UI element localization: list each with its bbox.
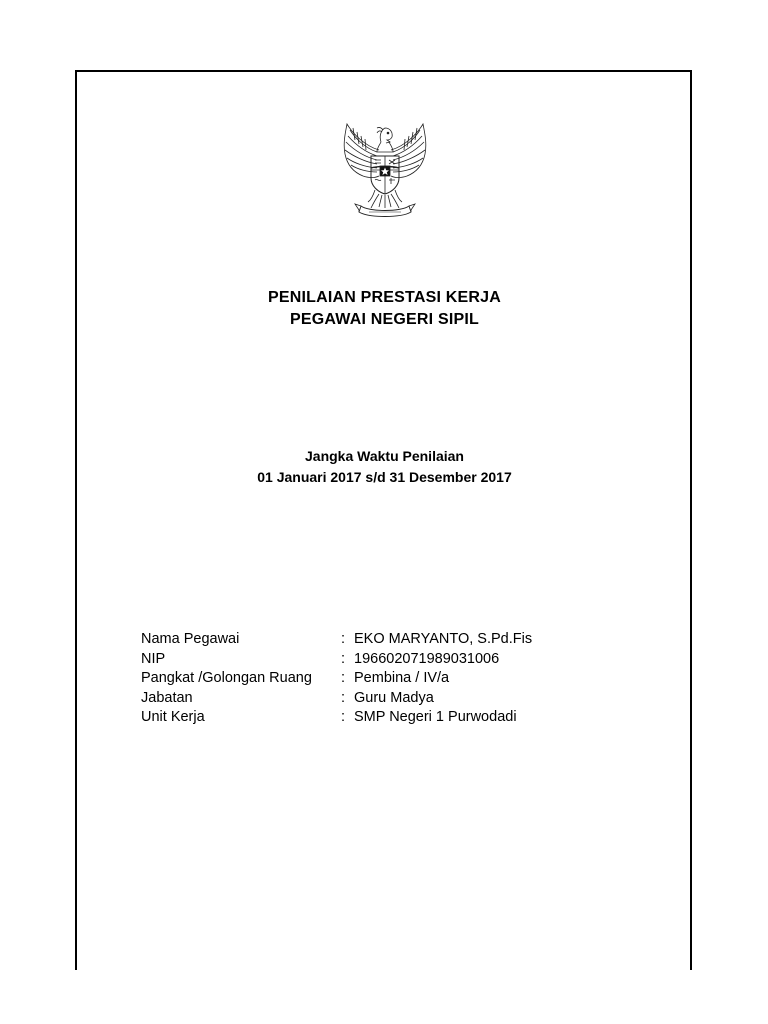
field-separator: : (341, 689, 346, 706)
field-value: SMP Negeri 1 Purwodadi (354, 709, 517, 725)
garuda-pancasila-emblem-icon (335, 120, 435, 222)
field-value: Guru Madya (354, 689, 434, 706)
field-value: 196602071989031006 (354, 650, 500, 667)
field-separator: : (341, 650, 346, 667)
field-separator: : (341, 631, 346, 647)
field-label: Pangkat /Golongan Ruang (141, 670, 312, 686)
field-label: Jabatan (141, 689, 193, 706)
assessment-period-range: 01 Januari 2017 s/d 31 Desember 2017 (257, 469, 512, 485)
field-value: EKO MARYANTO, S.Pd.Fis (354, 631, 533, 647)
field-label: Unit Kerja (141, 709, 205, 725)
document-title-line-2: PEGAWAI NEGERI SIPIL (290, 311, 479, 328)
field-separator: : (341, 709, 346, 725)
field-separator: : (341, 670, 346, 686)
field-label: NIP (141, 650, 166, 667)
document-title-line-1: PENILAIAN PRESTASI KERJA (268, 289, 501, 306)
field-label: Nama Pegawai (141, 631, 240, 647)
assessment-period-heading: Jangka Waktu Penilaian (305, 448, 464, 464)
field-value: Pembina / IV/a (354, 670, 450, 686)
